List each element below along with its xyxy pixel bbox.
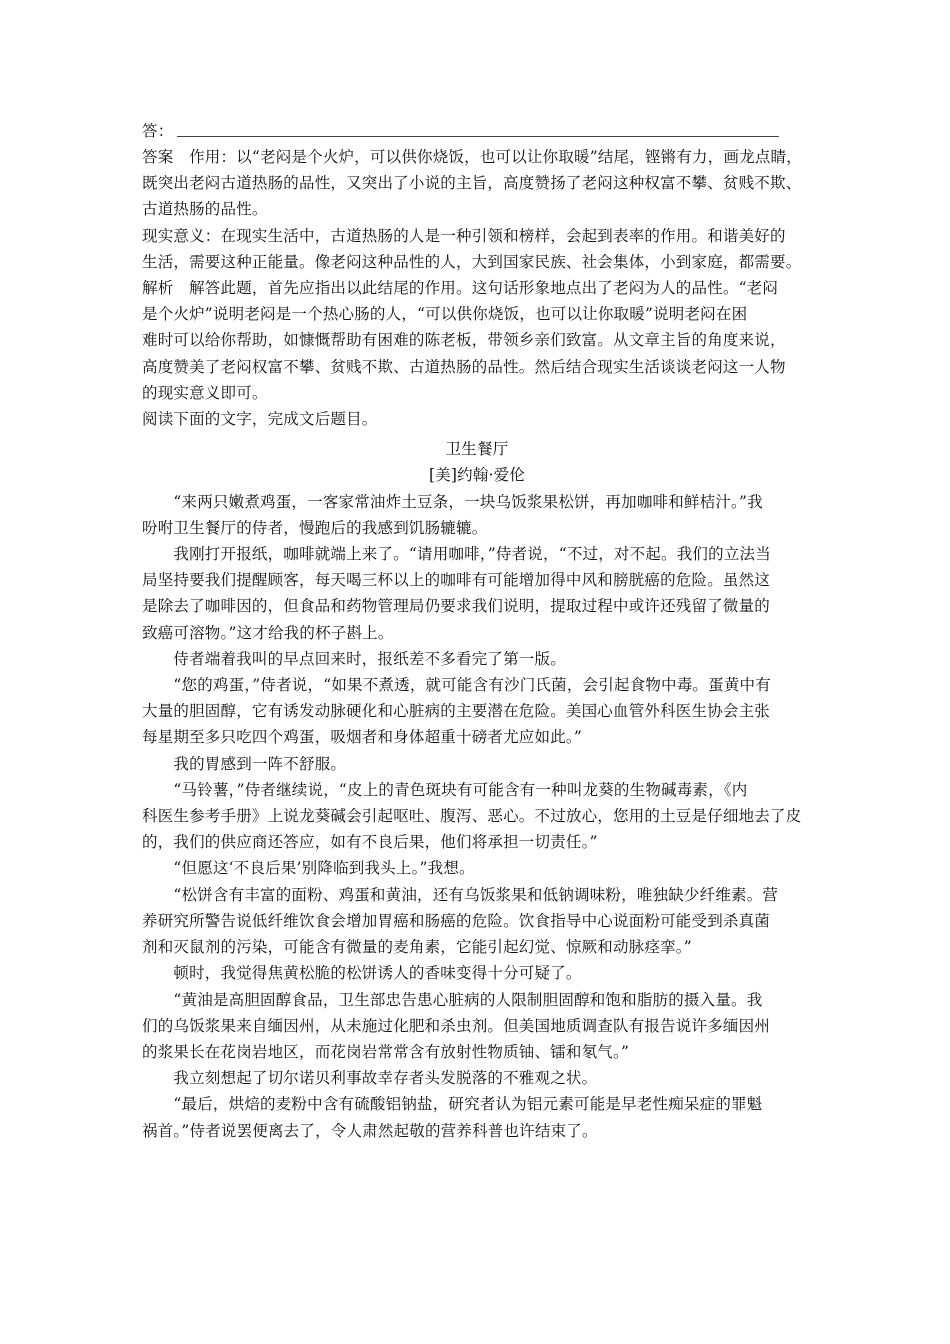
analysis-line: 难时可以给你帮助，如慷慨帮助有困难的陈老板，带领乡亲们致富。从文章主旨的角度来说， [142,331,786,350]
article-line: 养研究所警告说低纤维饮食会增加胃癌和肠癌的危险。饮食指导中心说面粉可能受到杀真菌 [142,911,771,930]
answer-line: 古道热肠的品性。 [142,200,268,219]
document-page [142,118,812,1144]
article-line: 局坚持要我们提醒顾客，每天喝三杯以上的咖啡有可能增加得中风和膀胱癌的危险。虽然这 [142,571,771,590]
article-line: 是除去了咖啡因的，但食品和药物管理局仍要求我们说明，提取过程中或许还残留了微量的 [142,597,771,616]
article-line: 我刚打开报纸，咖啡就端上来了。“请用咖啡，”侍者说，“不过，对不起。我们的立法当 [142,545,771,564]
article-line: 致癌可溶物。”这才给我的杯子斟上。 [142,623,394,642]
reading-instruction: 阅读下面的文字，完成文后题目。 [142,410,378,429]
analysis-line: 高度赞美了老闷权富不攀、贫贱不欺、古道热肠的品性。然后结合现实生活谈谈老闷这一人物 [142,357,786,376]
article-line: 们的乌饭浆果来自缅因州，从未施过化肥和杀虫剂。但美国地质调查队有报告说许多缅因州 [142,1016,771,1035]
answer-prompt [142,118,812,144]
article-line: 大量的胆固醇，它有诱发动脉硬化和心脏病的主要潜在危险。美国心血管外科医生协会主张 [142,702,771,721]
article-line: 科医生参考手册》上说龙葵碱会引起呕吐、腹泻、恶心。不过放心，您用的土豆是仔细地去了皮 [142,807,802,826]
answer-blank-line [177,136,779,137]
article-line: “但愿这‘不良后果’别降临到我头上。”我想。 [142,859,475,878]
analysis-line: 的现实意义即可。 [142,383,268,402]
article-author: [美]约翰·爱伦 [428,466,526,485]
analysis-line: 是个火炉”说明老闷是一个热心肠的人，“可以供你烧饭，也可以让你取暖”说明老闷在困 [142,305,748,324]
answer-line: 答案 作用：以“老闷是个火炉，可以供你烧饭，也可以让你取暖”结尾，铿锵有力，画龙点睛， [142,148,802,166]
article-line: “来两只嫩煮鸡蛋，一客家常油炸土豆条，一块乌饭浆果松饼，再加咖啡和鲜桔汁。”我 [142,492,763,511]
article-line: 吩咐卫生餐厅的侍者，慢跑后的我感到饥肠辘辘。 [142,518,488,537]
answer-line: 生活，需要这种正能量。像老闷这种品性的人，大到国家民族、社会集体，小到家庭，都需要。 [142,252,802,271]
article-line: 祸首。”侍者说罢便离去了，令人肃然起敬的营养科普也许结束了。 [142,1121,598,1140]
answer-block [142,144,812,432]
article-line: 的，我们的供应商还答应，如有不良后果，他们将承担一切责任。” [142,833,598,852]
answer-line: 现实意义：在现实生活中，古道热肠的人是一种引领和榜样，会起到表率的作用。和谐美好的 [142,226,786,245]
article-line: 每星期至多只吃四个鸡蛋，吸烟者和身体超重十磅者尤应如此。” [142,728,582,747]
article-line: “松饼含有丰富的面粉、鸡蛋和黄油，还有乌饭浆果和低钠调味粉，唯独缺少纤维素。营 [142,885,779,904]
article-line: 顿时，我觉得焦黄松脆的松饼诱人的香味变得十分可疑了。 [142,964,582,983]
answer-line: 既突出老闷古道热肠的品性，又突出了小说的主旨，高度赞扬了老闷这种权富不攀、贫贱不欺、 [142,174,802,193]
article-line: 我的胃感到一阵不舒服。 [142,754,347,773]
article-line: “马铃薯，”侍者继续说，“皮上的青色斑块有可能含有一种叫龙葵的生物碱毒素，《内 [142,780,748,799]
article-line: “最后，烘焙的麦粉中含有硫酸铝钠盐，研究者认为铝元素可能是早老性痴呆症的罪魁 [142,1095,763,1114]
article-line: 我立刻想起了切尔诺贝利事故幸存者头发脱落的不雅观之状。 [142,1069,598,1088]
analysis-line: 解析 解答此题，首先应指出以此结尾的作用。这句话形象地点出了老闷为人的品性。“老闷 [142,279,779,298]
article-line: “您的鸡蛋，”侍者说，“如果不煮透，就可能含有沙门氏菌，会引起食物中毒。蛋黄中有 [142,676,771,695]
article-line: 剂和灭鼠剂的污染，可能含有微量的麦角素，它能引起幻觉、惊厥和动脉痉挛。” [142,938,692,957]
article-line: 的浆果长在花岗岩地区，而花岗岩常常含有放射性物质铀、镭和氡气。” [142,1042,630,1061]
article-body [142,489,812,1144]
article-line: 侍者端着我叫的早点回来时，报纸差不多看完了第一版。 [142,649,566,668]
article-title: 卫生餐厅 [445,440,509,459]
answer-label: 答： [142,121,174,140]
article-line: “黄油是高胆固醇食品，卫生部忠告患心脏病的人限制胆固醇和饱和脂肪的摄入量。我 [142,990,763,1009]
